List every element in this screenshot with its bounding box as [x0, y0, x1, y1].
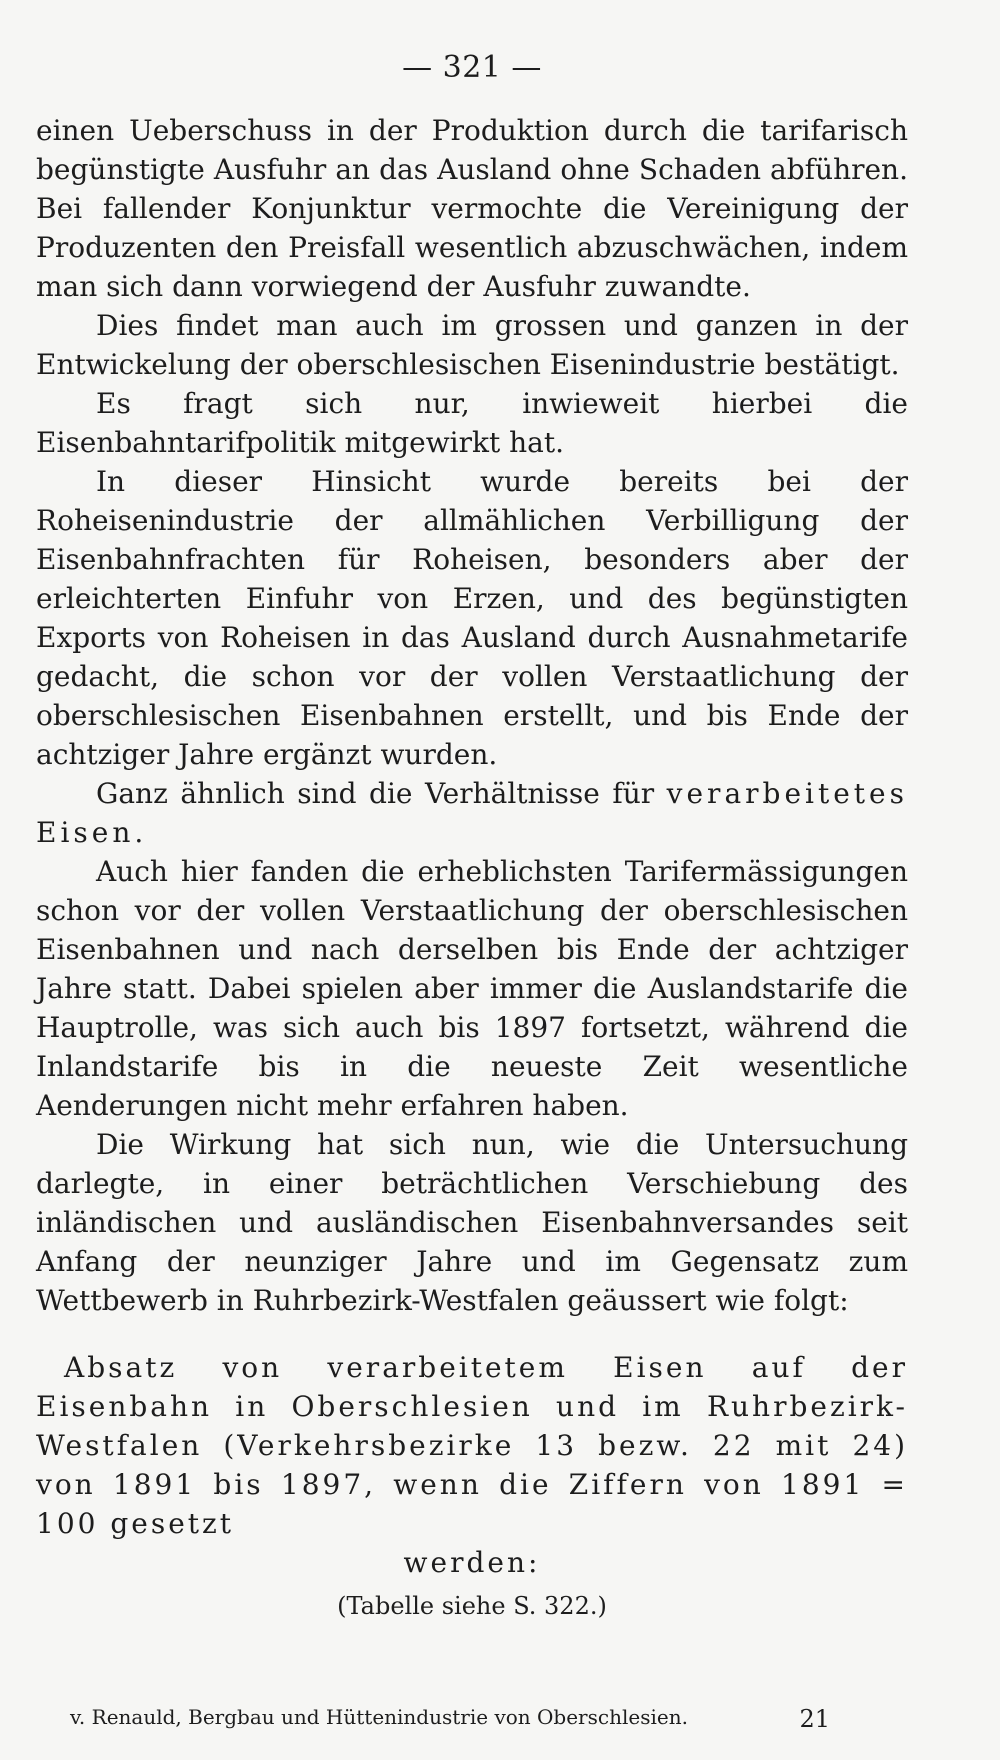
- table-heading-end: werden:: [403, 1546, 541, 1579]
- paragraph-2: Dies findet man auch im grossen und ganzen in der Entwickelung der oberschlesischen Eisenindustrie bestätigt.: [36, 309, 908, 381]
- paragraph-5-end: .: [134, 816, 144, 849]
- page-number: — 321 —: [402, 50, 542, 85]
- footer-sheet-number: 21: [799, 1705, 830, 1733]
- page-footer: [70, 1705, 830, 1733]
- paragraph-4: In dieser Hinsicht wurde bereits bei der Roheisenindustrie der allmählichen Verbilligung der Eisenbahnfrachten für Roheisen, besonders aber der erleichterten Einfuhr von Erzen, und des begünstigten Exports von Roheisen in das Ausland durch Ausnahmetarife gedacht, die schon vor der vollen Verstaatlichung der oberschlesischen Eisenbahnen erstellt, und bis Ende der achtziger Jahre ergänzt wurden.: [36, 465, 908, 771]
- paragraph-5-emphasis: verarbeitetes Eisen: [36, 777, 908, 849]
- table-reference: (Tabelle siehe S. 322.): [337, 1592, 607, 1620]
- paragraph-5-text: Ganz ähnlich sind die Verhältnisse für: [96, 777, 667, 810]
- table-heading: Absatz von verarbeitetem Eisen auf der Eisenbahn in Oberschlesien und im Ruhrbezirk-Westfalen (Verkehrsbezirke 13 bezw. 22 mit 24) von 1891 bis 1897, wenn die Ziffern von 1891 = 100 gesetzt: [36, 1351, 908, 1540]
- page: [36, 50, 908, 1620]
- paragraph-3: Es fragt sich nur, inwieweit hierbei die Eisenbahntarifpolitik mitgewirkt hat.: [36, 387, 908, 459]
- paragraph-6: Auch hier fanden die erheblichsten Tarifermässigungen schon vor der vollen Verstaatlichung der oberschlesischen Eisenbahnen und nach derselben bis Ende der achtziger Jahre statt. Dabei spielen aber immer die Auslandstarife die Hauptrolle, was sich auch bis 1897 fortsetzt, während die Inlandstarife bis in die neueste Zeit wesentliche Aenderungen nicht mehr erfahren haben.: [36, 855, 908, 1122]
- paragraph-5: [36, 774, 908, 852]
- paragraph-7: Die Wirkung hat sich nun, wie die Untersuchung darlegte, in einer beträchtlichen Verschiebung des inländischen und ausländischen Eisenbahnversandes seit Anfang der neunziger Jahre und im Gegensatz zum Wettbewerb in Ruhrbezirk-Westfalen geäussert wie folgt:: [36, 1128, 908, 1317]
- paragraph-1: einen Ueberschuss in der Produktion durch die tarifarisch begünstigte Ausfuhr an das Ausland ohne Schaden abführen. Bei fallender Konjunktur vermochte die Vereinigung der Produzenten den Preisfall wesentlich abzuschwächen, indem man sich dann vorwiegend der Ausfuhr zuwandte.: [36, 114, 908, 303]
- footer-signature-text: v. Renauld, Bergbau und Hüttenindustrie von Oberschlesien.: [70, 1705, 688, 1729]
